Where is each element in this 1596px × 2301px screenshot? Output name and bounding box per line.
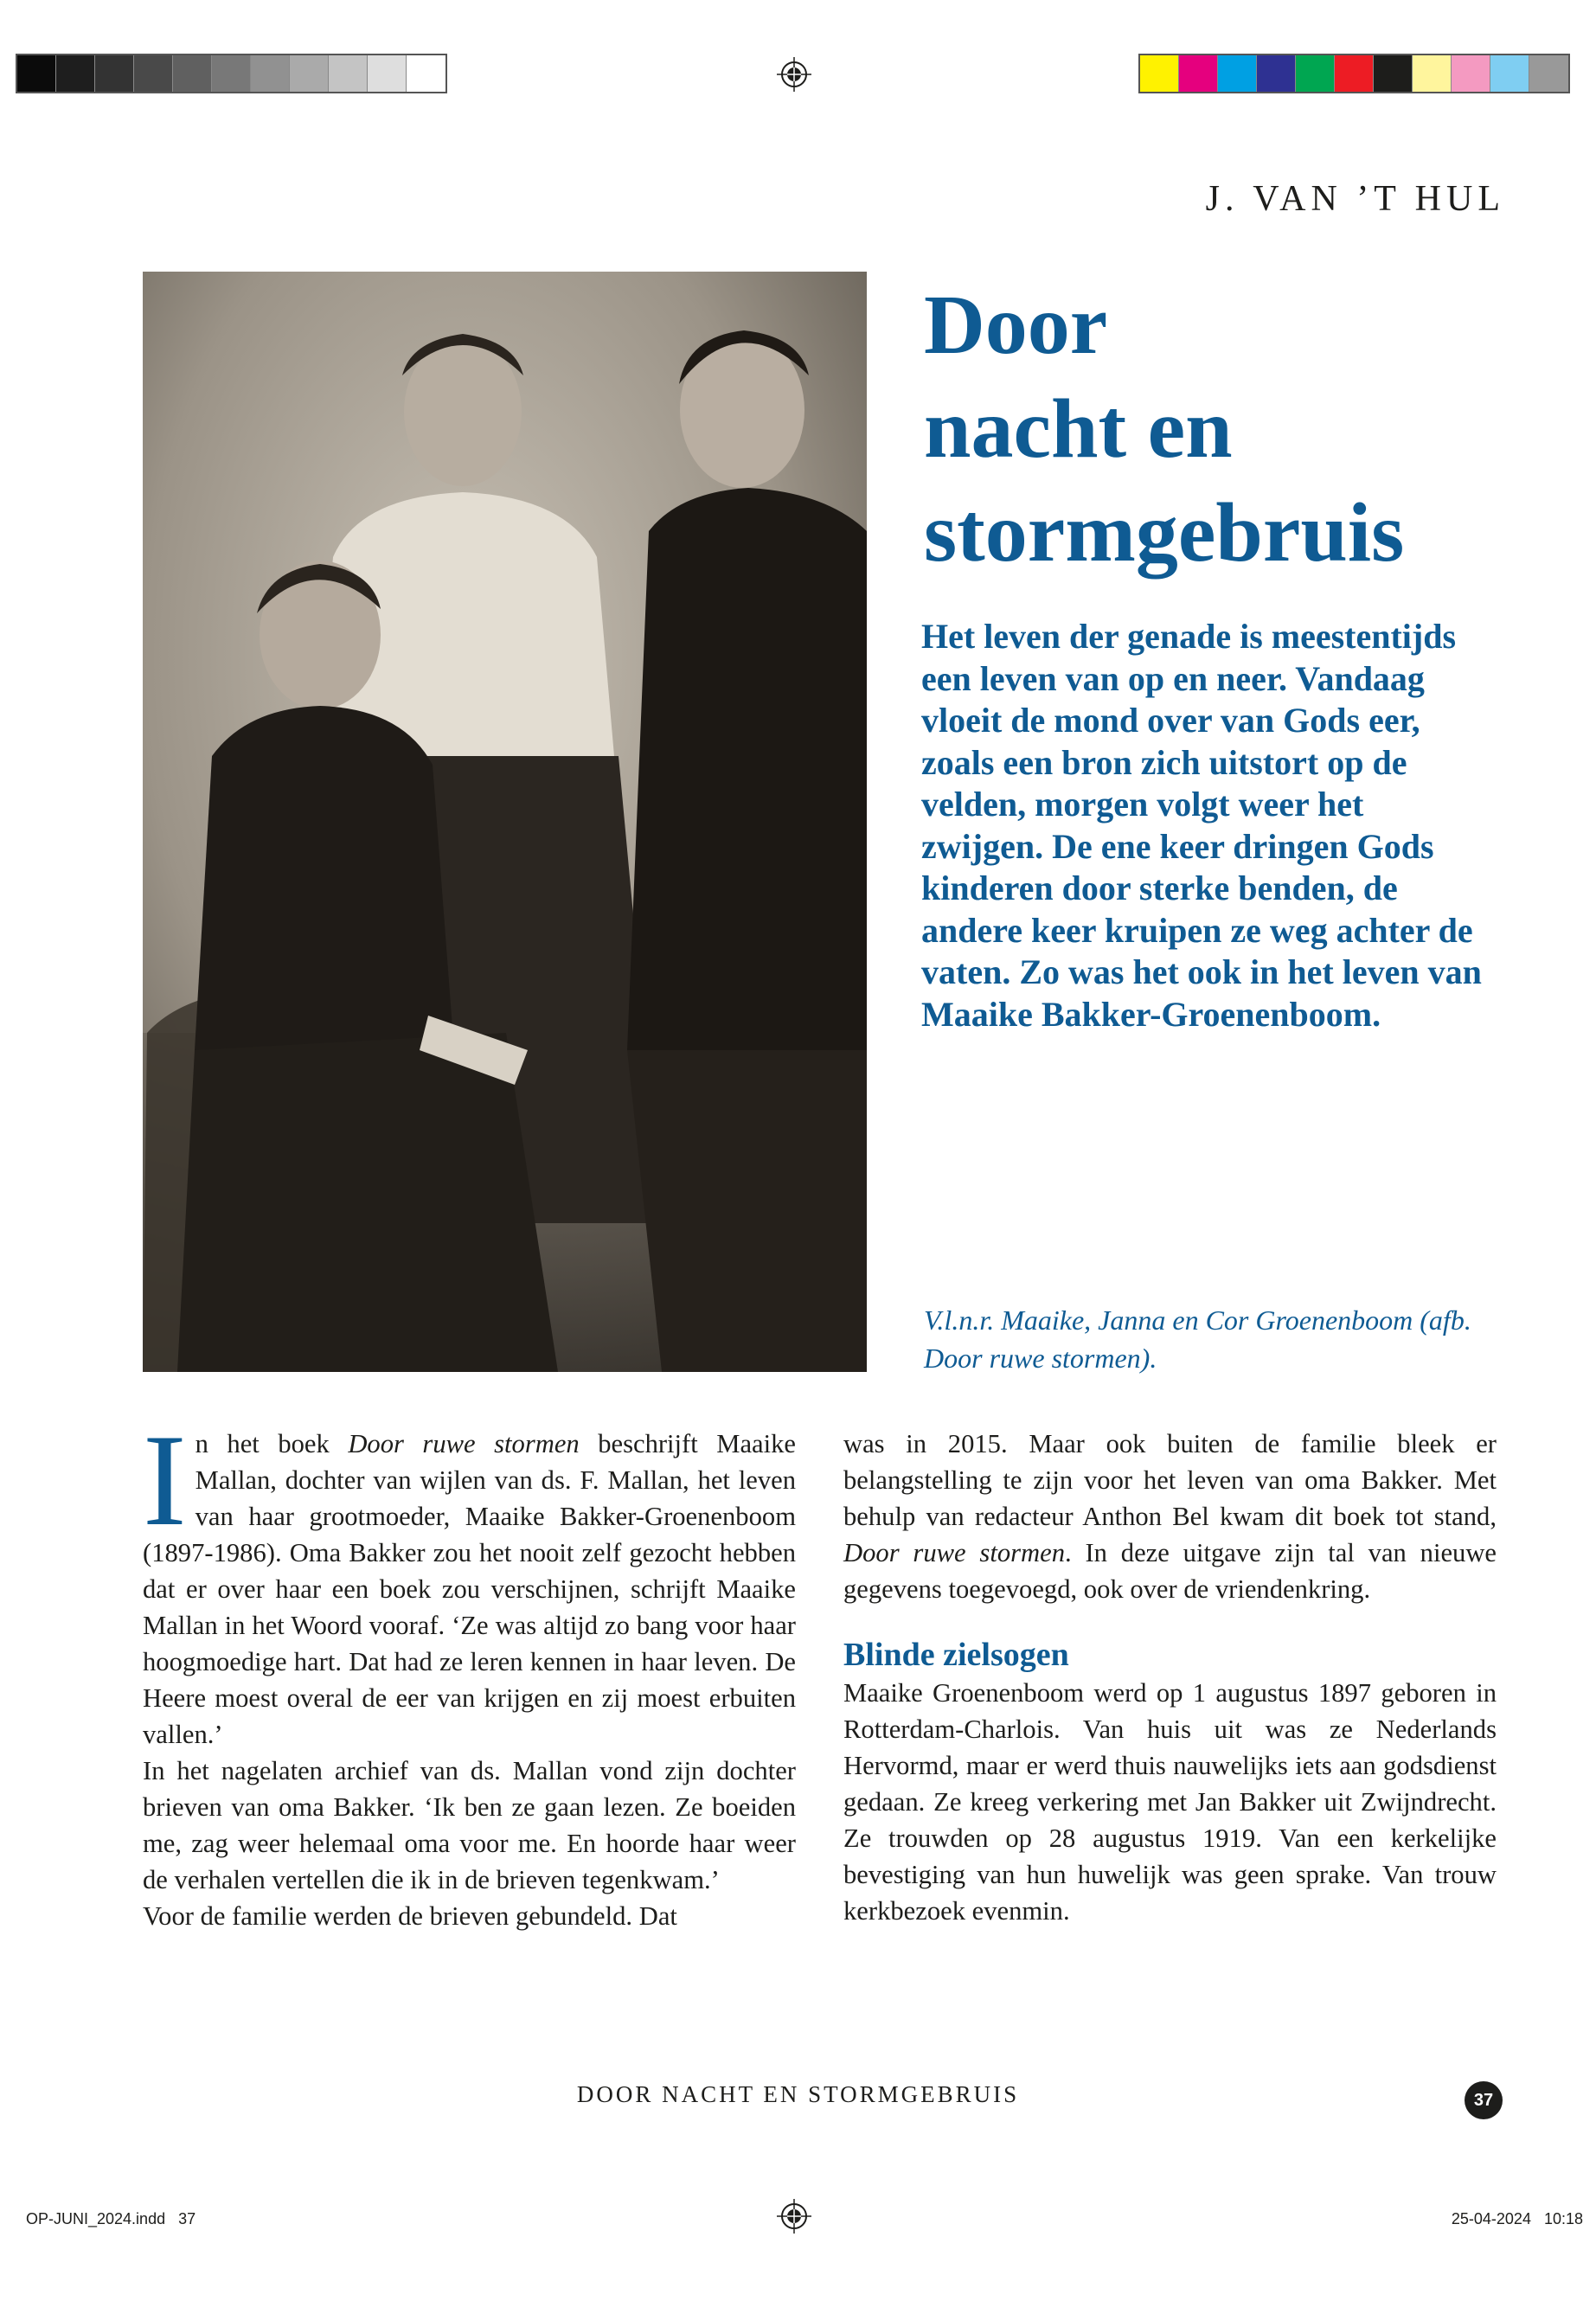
- text-run: beschrijft Maaike Mallan, dochter van wijlen van ds. F. Mallan, het leven van haar grootmoeder, Maaike Bakker-Groenenboom (1897-1986). Oma Bakker zou het nooit zelf gezocht hebben dat er over haar een boek zou verschijnen, schrijft Maaike Mallan in het Woord vooraf. ‘Ze was altijd zo bang voor haar hoogmoedige hart. Dat had ze leren kennen in haar leven. De Heere moest overal de eer van krijgen en zij moest erbuiten vallen.’: [143, 1429, 796, 1749]
- body-column-2: [843, 1426, 1497, 1929]
- subheading: Blinde zielsogen: [843, 1637, 1069, 1673]
- text-run: was in 2015. Maar ook buiten de familie bleek er belangstelling te zijn voor het leven van oma Bakker. Met behulp van redacteur Anthon Bel kwam dit boek tot stand,: [843, 1429, 1497, 1531]
- registration-mark-top-icon: [777, 57, 811, 92]
- page-number-badge: 37: [1465, 2081, 1503, 2119]
- body-paragraph: In het nagelaten archief van ds. Mallan vond zijn dochter brieven van oma Bakker. ‘Ik ben ze gaan lezen. Ze boeiden me, zag weer helemaal oma voor me. En hoorde haar weer de verhalen vertellen die ik in de brieven tegenkwam.’: [143, 1756, 796, 1894]
- grey-swatch: [56, 55, 95, 92]
- three-women-photo: [143, 272, 867, 1372]
- drop-cap: I: [143, 1407, 187, 1553]
- text-run: . In deze uitgave zijn tal van nieuwe gegevens toegevoegd, ook over de vriendenkring.: [843, 1538, 1497, 1604]
- historic-photo: [143, 272, 867, 1372]
- body-paragraph: [843, 1426, 1497, 1607]
- grey-swatch: [95, 55, 134, 92]
- grey-swatch: [17, 55, 56, 92]
- grey-swatch: [251, 55, 290, 92]
- color-swatch: [1374, 55, 1413, 92]
- grey-swatch: [407, 55, 445, 92]
- grey-swatch: [212, 55, 251, 92]
- grey-swatch: [173, 55, 212, 92]
- running-title: DOOR NACHT EN STORMGEBRUIS: [576, 2081, 1020, 2107]
- color-swatch: [1218, 55, 1257, 92]
- grey-swatch: [290, 55, 329, 92]
- text-run: n het boek: [195, 1429, 349, 1458]
- color-swatch: [1529, 55, 1568, 92]
- registration-mark-bottom-icon: [777, 2199, 811, 2234]
- process-color-bar: [1138, 54, 1570, 93]
- author-name: J. VAN ’T HUL: [1205, 179, 1505, 219]
- color-swatch: [1257, 55, 1296, 92]
- article-lead: Het leven der genade is meestentijds een leven van op en neer. Vandaag vloeit de mond over van Gods eer, zoals een bron zich uitstort op de velden, morgen volgt weer het zwijgen. De ene keer dringen Gods kinderen door sterke benden, de andere keer kruipen ze weg achter de vaten. Zo was het ook in het leven van Maaike Bakker-Groenenboom.: [921, 617, 1482, 1034]
- color-swatch: [1413, 55, 1452, 92]
- article-title: [924, 273, 1529, 585]
- color-swatch: [1140, 55, 1179, 92]
- photo-caption: V.l.n.r. Maaike, Janna en Cor Groenenboom (afb. Door ruwe stormen).: [924, 1304, 1471, 1374]
- book-title: Door ruwe stormen: [843, 1538, 1066, 1567]
- body-paragraph: Maaike Groenenboom werd op 1 augustus 1897 geboren in Rotterdam-Charlois. Van huis uit was ze Nederlands Hervormd, maar er werd thuis nauwelijks iets aan godsdienst gedaan. Ze kreeg verkering met Jan Bakker uit Zwijndrecht. Ze trouwden op 28 augustus 1919. Van een kerkelijke bevestiging van hun huwelijk was geen sprake. Van trouw kerkbezoek evenmin.: [843, 1678, 1497, 1926]
- title-line-1: Door: [924, 279, 1108, 372]
- body-paragraph: [143, 1407, 796, 1753]
- greyscale-calibration-bar: [16, 54, 447, 93]
- grey-swatch: [134, 55, 173, 92]
- color-swatch: [1335, 55, 1374, 92]
- grey-swatch: [329, 55, 368, 92]
- book-title: Door ruwe stormen: [348, 1429, 580, 1458]
- body-paragraph: Voor de familie werden de brieven gebundeld. Dat: [143, 1901, 677, 1931]
- grey-swatch: [368, 55, 407, 92]
- color-swatch: [1296, 55, 1335, 92]
- slug-file-info: OP-JUNI_2024.indd 37: [26, 2210, 196, 2227]
- slug-datetime: 25-04-2024 10:18: [1451, 2210, 1583, 2227]
- body-column-1: [143, 1407, 796, 1934]
- title-line-3: stormgebruis: [924, 486, 1405, 580]
- color-swatch: [1490, 55, 1529, 92]
- color-swatch: [1179, 55, 1218, 92]
- title-line-2: nacht en: [924, 382, 1233, 476]
- color-swatch: [1452, 55, 1490, 92]
